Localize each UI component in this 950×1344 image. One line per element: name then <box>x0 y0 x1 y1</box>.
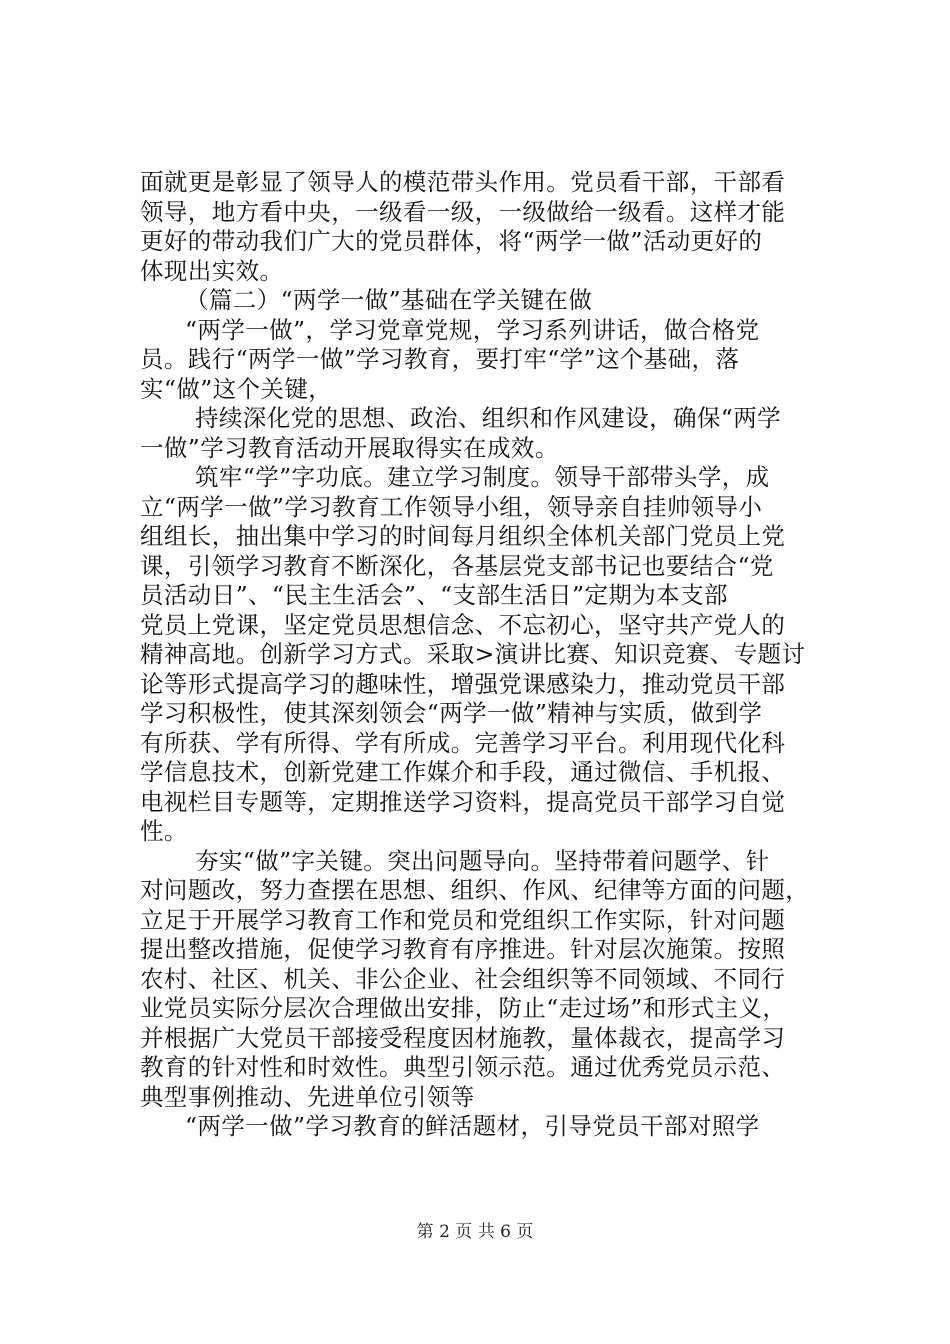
body-line: 立足于开展学习教育工作和党员和党组织工作实际，针对问题 <box>140 905 786 934</box>
body-line: 一做”学习教育活动开展取得实在成效。 <box>140 433 559 462</box>
body-line: 有所获、学有所得、学有所成。完善学习平台。利用现代化科 <box>140 728 786 757</box>
body-line: 立“两学一做”学习教育工作领导小组，领导亲自挂帅领导小 <box>140 492 763 521</box>
body-line: 并根据广大党员干部接受程度因材施教，量体裁衣，提高学习 <box>140 1023 786 1052</box>
body-line: 筑牢“学”字功底。建立学习制度。领导干部带头学，成 <box>195 463 770 491</box>
body-line: 更好的带动我们广大的党员群体，将“两学一做”活动更好的 <box>140 227 763 255</box>
body-line: 实“做”这个关键， <box>140 374 333 403</box>
body-line: 性。 <box>140 817 188 845</box>
body-line: 员活动日”、“民主生活会”、“支部生活日”定期为本支部 <box>140 581 728 609</box>
body-line: 学习积极性，使其深刻领会“两学一做”精神与实质，做到学 <box>140 699 763 727</box>
body-line: 电视栏目专题等，定期推送学习资料，提高党员干部学习自觉 <box>140 787 786 816</box>
body-line: 体现出实效。 <box>140 256 284 285</box>
body-line: 员。践行“两学一做”学习教育，要打牢“学”这个基础，落 <box>140 345 740 373</box>
body-line: 典型事例推动、先进单位引领等 <box>140 1082 475 1111</box>
body-line: 面就更是彰显了领导人的模范带头作用。党员看干部，干部看 <box>140 168 786 196</box>
page-number-footer: 第 2 页 共 6 页 <box>416 1221 534 1242</box>
body-line: 持续深化党的思想、政治、组织和作风建设，确保“两学 <box>195 404 782 432</box>
body-line: 提出整改措施，促使学习教育有序推进。针对层次施策。按照 <box>140 935 786 963</box>
body-line: “两学一做”，学习党章党规，学习系列讲话，做合格党 <box>185 315 760 344</box>
body-line: “两学一做”学习教育的鲜活题材，引导党员干部对照学 <box>185 1112 760 1140</box>
section-heading: （篇二）“两学一做”基础在学关键在做 <box>185 286 593 314</box>
body-line: 对问题改，努力查摆在思想、组织、作风、纪律等方面的问题， <box>140 876 810 904</box>
body-line: 组组长，抽出集中学习的时间每月组织全体机关部门党员上党 <box>140 522 786 550</box>
body-line: 教育的针对性和时效性。典型引领示范。通过优秀党员示范、 <box>140 1053 786 1081</box>
body-line: 论等形式提高学习的趣味性，增强党课感染力，推动党员干部 <box>140 669 786 698</box>
body-line: 党员上党课，坚定党员思想信念、不忘初心，坚守共产党人的 <box>140 610 786 639</box>
body-line: 学信息技术，创新党建工作媒介和手段，通过微信、手机报、 <box>140 758 786 786</box>
body-line: 夯实“做”字关键。突出问题导向。坚持带着问题学、针 <box>195 846 770 875</box>
body-line: 农村、社区、机关、非公企业、社会组织等不同领域、不同行 <box>140 964 786 993</box>
body-line: 精神高地。创新学习方式。采取>演讲比赛、知识竞赛、专题讨 <box>140 640 806 668</box>
body-line: 领导，地方看中央，一级看一级，一级做给一级看。这样才能 <box>140 197 786 226</box>
body-line: 业党员实际分层次合理做出安排，防止“走过场”和形式主义， <box>140 994 787 1022</box>
body-line: 课，引领学习教育不断深化，各基层党支部书记也要结合“党 <box>140 551 774 580</box>
